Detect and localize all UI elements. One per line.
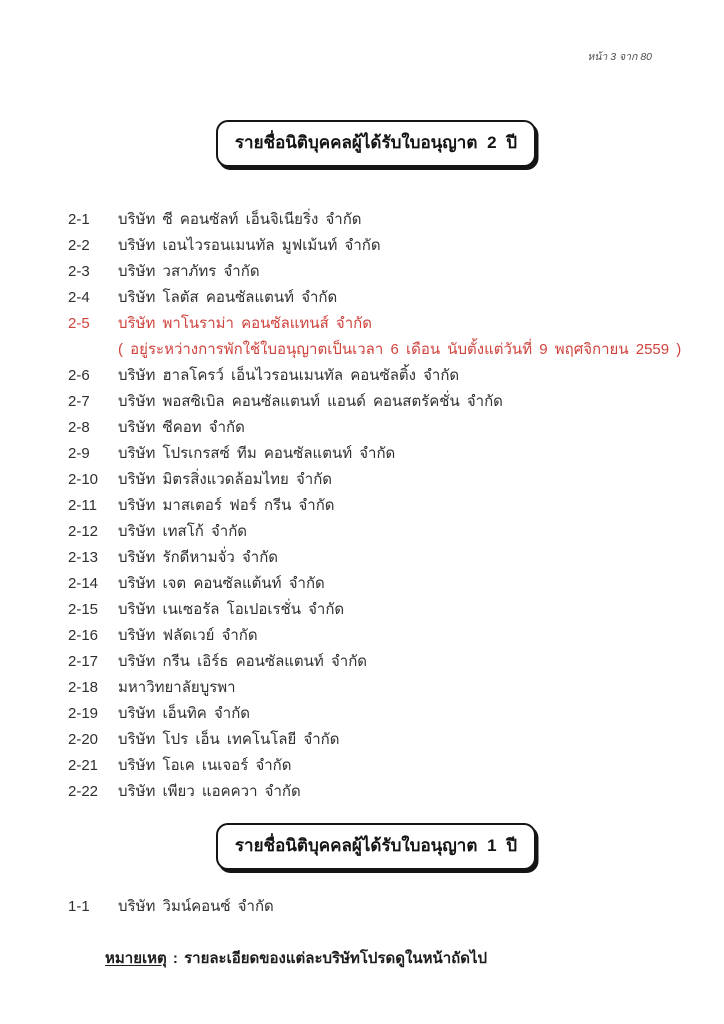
item-number: 2-13 <box>68 549 99 566</box>
company-name: บริษัท โลตัส คอนซัลแตนท์ จำกัด <box>118 289 338 306</box>
company-name: บริษัท รักดีหามจั่ว จำกัด <box>118 549 279 566</box>
list-item <box>68 311 684 337</box>
section-2yr-header <box>68 120 684 167</box>
list-item <box>68 259 684 285</box>
list-item <box>68 415 684 441</box>
company-name: บริษัท ซีคอท จำกัด <box>118 419 245 436</box>
item-number: 2-1 <box>68 211 90 228</box>
item-number: 2-20 <box>68 731 99 748</box>
list-item <box>68 571 684 597</box>
footer-note-label: หมายเหตุ <box>105 950 167 967</box>
company-name: บริษัท วสาภัทร จำกัด <box>118 263 260 280</box>
list-item <box>68 701 684 727</box>
company-name: บริษัท เทสโก้ จำกัด <box>118 523 248 540</box>
list-item <box>68 207 684 233</box>
item-number: 1-1 <box>68 898 90 915</box>
company-name: บริษัท ซี คอนซัลท์ เอ็นจิเนียริ่ง จำกัด <box>118 211 362 228</box>
company-name: บริษัท ฮาลโครว์ เอ็นไวรอนเมนทัล คอนซัลติ้ง จำกัด <box>118 367 460 384</box>
list-item <box>68 727 684 753</box>
item-number: 2-7 <box>68 393 90 410</box>
section-1yr-title-box: รายชื่อนิติบุคคลผู้ได้รับใบอนุญาต 1 ปี <box>216 823 536 870</box>
page-number: หน้า 3 จาก 80 <box>587 51 652 63</box>
license-list-1yr <box>68 894 684 920</box>
company-name: บริษัท พอสซิเบิล คอนซัลแตนท์ แอนด์ คอนสตรัคชั่น จำกัด <box>118 393 503 410</box>
company-name: บริษัท เอ็นทิค จำกัด <box>118 705 251 722</box>
list-item <box>68 441 684 467</box>
company-name: บริษัท เอนไวรอนเมนทัล มูฟเม้นท์ จำกัด <box>118 237 381 254</box>
footer-note-separator: : <box>166 950 185 967</box>
list-item <box>68 493 684 519</box>
list-item <box>68 363 684 389</box>
list-item <box>68 467 684 493</box>
item-number: 2-21 <box>68 757 99 774</box>
note-indent <box>68 337 118 363</box>
company-name: บริษัท เจต คอนซัลแต้นท์ จำกัด <box>118 575 325 592</box>
item-number: 2-2 <box>68 237 90 254</box>
item-number: 2-16 <box>68 627 99 644</box>
footer-note-text: รายละเอียดของแต่ละบริษัทโปรดดูในหน้าถัดไป <box>184 950 488 967</box>
company-name: บริษัท กรีน เอิร์ธ คอนซัลแตนท์ จำกัด <box>118 653 368 670</box>
list-item <box>68 545 684 571</box>
company-name: บริษัท ฟลัดเวย์ จำกัด <box>118 627 258 644</box>
page-content <box>68 120 684 970</box>
list-item <box>68 649 684 675</box>
list-item <box>68 623 684 649</box>
item-number: 2-18 <box>68 679 99 696</box>
list-item <box>68 675 684 701</box>
list-item <box>68 597 684 623</box>
section-2yr-title-box: รายชื่อนิติบุคคลผู้ได้รับใบอนุญาต 2 ปี <box>216 120 536 167</box>
item-number: 2-10 <box>68 471 99 488</box>
footer-note <box>105 946 684 970</box>
item-number: 2-12 <box>68 523 99 540</box>
item-number: 2-17 <box>68 653 99 670</box>
company-name: บริษัท เพียว แอคควา จำกัด <box>118 783 301 800</box>
company-name: บริษัท พาโนราม่า คอนซัลแทนส์ จำกัด <box>118 315 372 332</box>
item-number: 2-9 <box>68 445 90 462</box>
company-name: บริษัท โปรเกรสซ์ ทีม คอนซัลแตนท์ จำกัด <box>118 445 396 462</box>
item-number: 2-5 <box>68 315 90 332</box>
company-name: บริษัท เนเซอรัล โอเปอเรชั่น จำกัด <box>118 601 345 618</box>
company-name: บริษัท มิตรสิ่งแวดล้อมไทย จำกัด <box>118 471 333 488</box>
item-number: 2-3 <box>68 263 90 280</box>
company-name: บริษัท โปร เอ็น เทคโนโลยี จำกัด <box>118 731 340 748</box>
list-item <box>68 519 684 545</box>
list-item <box>68 285 684 311</box>
item-number: 2-8 <box>68 419 90 436</box>
list-item <box>68 233 684 259</box>
item-number: 2-4 <box>68 289 90 306</box>
list-item <box>68 779 684 805</box>
item-number: 2-15 <box>68 601 99 618</box>
item-number: 2-22 <box>68 783 99 800</box>
company-name: บริษัท โอเค เนเจอร์ จำกัด <box>118 757 292 774</box>
suspension-note <box>68 337 684 363</box>
item-number: 2-14 <box>68 575 99 592</box>
license-list-2yr <box>68 207 684 805</box>
list-item <box>68 389 684 415</box>
company-name: มหาวิทยาลัยบูรพา <box>118 679 236 696</box>
company-name: บริษัท มาสเตอร์ ฟอร์ กรีน จำกัด <box>118 497 335 514</box>
item-number: 2-11 <box>68 497 97 514</box>
list-item <box>68 894 684 920</box>
suspension-note-text: ( อยู่ระหว่างการพักใช้ใบอนุญาตเป็นเวลา 6 เดือน นับตั้งแต่วันที่ 9 พฤศจิกายน 2559 ) <box>118 341 682 358</box>
item-number: 2-6 <box>68 367 90 384</box>
item-number: 2-19 <box>68 705 99 722</box>
list-item <box>68 753 684 779</box>
section-1yr-header <box>68 823 684 870</box>
company-name: บริษัท วิมน์คอนซ์ จำกัด <box>118 898 274 915</box>
